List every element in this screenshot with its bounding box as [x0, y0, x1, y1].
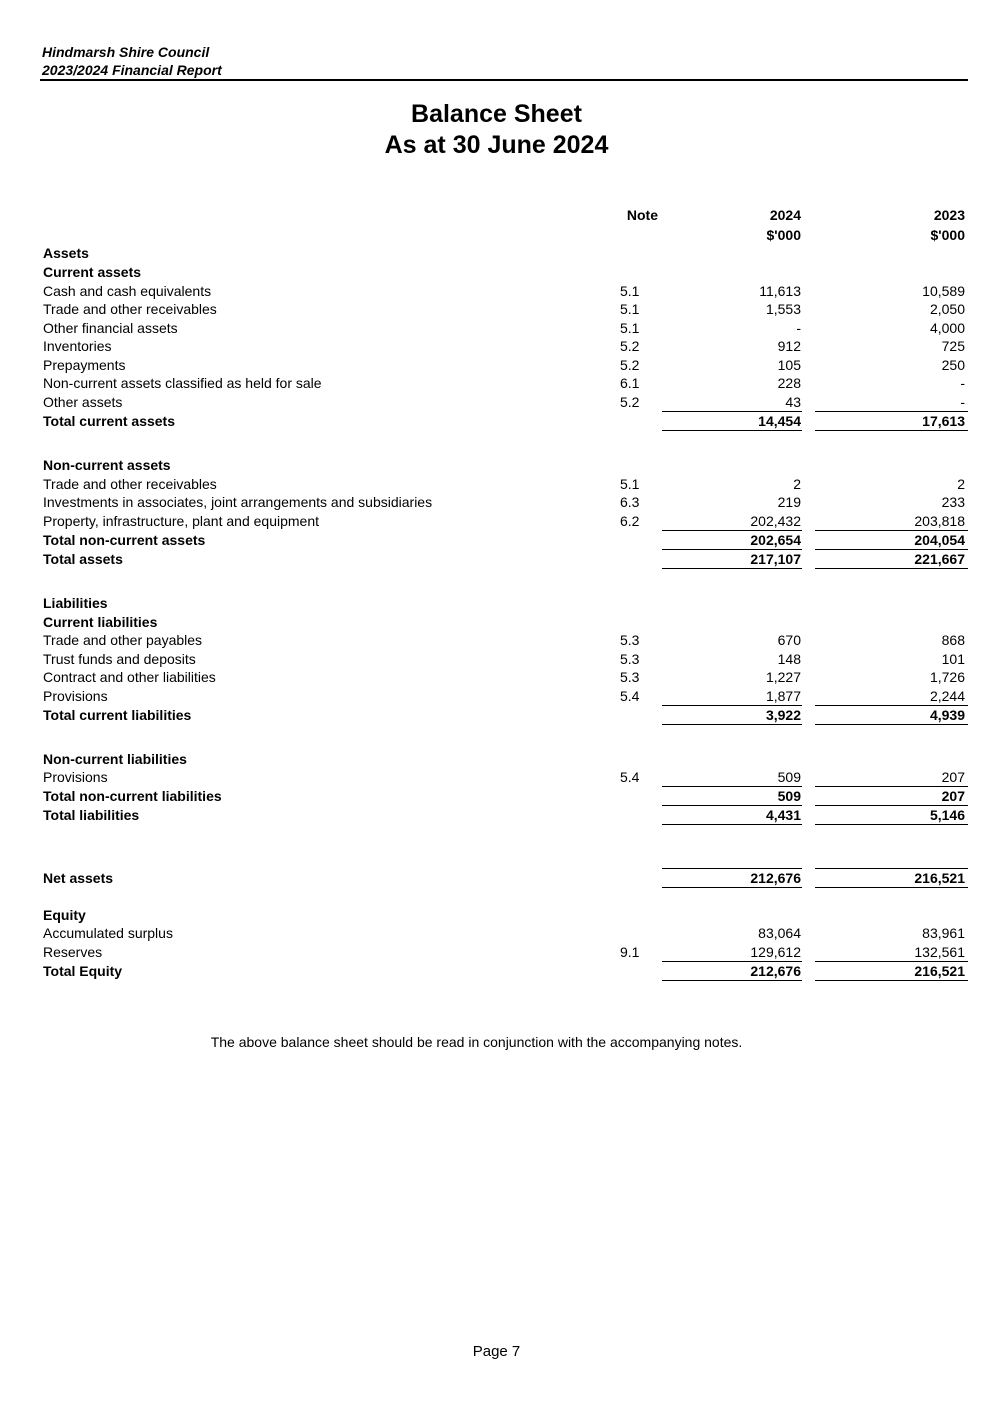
row-value-2023: -: [960, 375, 965, 391]
row-label: Total liabilities: [43, 807, 140, 823]
table-row: [0, 338, 993, 357]
footnote: The above balance sheet should be read in conjunction with the accompanying notes.: [210, 1034, 743, 1050]
table-row: [0, 394, 993, 413]
row-note: 5.2: [620, 394, 640, 410]
row-note: 5.2: [620, 357, 640, 373]
row-value-2023: 216,521: [914, 963, 965, 979]
page-subtitle: As at 30 June 2024: [384, 131, 609, 159]
council-name: Hindmarsh Shire Council: [42, 44, 210, 60]
row-value-2024: 4,431: [765, 807, 801, 823]
total-rule: [662, 980, 802, 981]
row-value-2023: 17,613: [922, 413, 965, 429]
row-label: Property, infrastructure, plant and equipment: [43, 513, 320, 529]
row-value-2023: 10,589: [922, 283, 965, 299]
total-rule: [662, 724, 802, 725]
table-row: [0, 301, 993, 320]
row-label: Equity: [43, 907, 86, 923]
table-row: [0, 245, 993, 264]
row-label: Net assets: [43, 870, 114, 886]
row-label: Total Equity: [43, 963, 123, 979]
row-label: Current assets: [43, 264, 142, 280]
table-row: [0, 688, 993, 707]
total-rule: [815, 530, 968, 531]
total-rule: [662, 568, 802, 569]
row-value-2024: 202,654: [750, 532, 801, 548]
page-number: Page 7: [472, 1343, 521, 1360]
row-value-2024: 670: [777, 632, 801, 648]
table-row: [0, 357, 993, 376]
table-row: [0, 807, 993, 826]
row-value-2024: 148: [777, 651, 801, 667]
unit-2024-header: $'000: [766, 227, 801, 243]
total-rule: [662, 868, 802, 869]
total-rule: [662, 805, 802, 806]
header-rule: [40, 79, 968, 81]
row-label: Liabilities: [43, 595, 108, 611]
row-value-2023: 132,561: [914, 944, 965, 960]
row-value-2024: 129,612: [750, 944, 801, 960]
table-row: [0, 870, 993, 889]
table-row: [0, 632, 993, 651]
table-row: [0, 963, 993, 982]
note-column-header: Note: [626, 207, 658, 223]
row-value-2023: 4,000: [929, 320, 965, 336]
row-note: 5.4: [620, 769, 640, 785]
row-label: Cash and cash equivalents: [43, 283, 212, 299]
row-note: 9.1: [620, 944, 640, 960]
row-note: 6.2: [620, 513, 640, 529]
row-value-2023: 233: [941, 494, 965, 510]
table-row: [0, 532, 993, 551]
row-value-2023: 207: [941, 769, 965, 785]
row-value-2024: 14,454: [758, 413, 801, 429]
row-label: Reserves: [43, 944, 103, 960]
table-row: [0, 651, 993, 670]
row-value-2023: 207: [941, 788, 965, 804]
table-row: [0, 925, 993, 944]
row-label: Provisions: [43, 769, 108, 785]
total-rule: [815, 549, 968, 550]
total-rule: [815, 724, 968, 725]
row-value-2024: 228: [777, 375, 801, 391]
page-title: Balance Sheet: [411, 100, 582, 128]
column-header-row: [0, 207, 993, 226]
unit-header-row: [0, 227, 993, 246]
row-note: 5.1: [620, 476, 640, 492]
row-label: Prepayments: [43, 357, 126, 373]
row-value-2024: 2: [793, 476, 801, 492]
unit-2023-header: $'000: [930, 227, 965, 243]
total-rule: [815, 786, 968, 787]
row-value-2023: 2,050: [929, 301, 965, 317]
total-rule: [815, 887, 968, 888]
table-row: [0, 476, 993, 495]
table-row: [0, 413, 993, 432]
row-value-2024: 3,922: [765, 707, 801, 723]
table-row: [0, 707, 993, 726]
row-value-2023: 216,521: [914, 870, 965, 886]
row-note: 5.4: [620, 688, 640, 704]
table-row: [0, 513, 993, 532]
row-value-2024: 509: [777, 788, 801, 804]
total-rule: [662, 824, 802, 825]
total-rule: [662, 887, 802, 888]
table-row: [0, 614, 993, 633]
row-note: 5.3: [620, 669, 640, 685]
row-note: 5.2: [620, 338, 640, 354]
row-label: Trade and other payables: [43, 632, 203, 648]
row-value-2024: 217,107: [750, 551, 801, 567]
row-note: 6.1: [620, 375, 640, 391]
row-value-2023: 204,054: [914, 532, 965, 548]
row-value-2024: 202,432: [750, 513, 801, 529]
report-header: [42, 43, 968, 79]
row-note: 5.1: [620, 301, 640, 317]
row-label: Total non-current assets: [43, 532, 206, 548]
table-row: [0, 788, 993, 807]
row-value-2024: 105: [777, 357, 801, 373]
row-value-2024: 43: [785, 394, 801, 410]
table-row: [0, 769, 993, 788]
row-value-2023: 725: [941, 338, 965, 354]
total-rule: [815, 961, 968, 962]
row-label: Total non-current liabilities: [43, 788, 222, 804]
total-rule: [662, 430, 802, 431]
row-label: Other financial assets: [43, 320, 178, 336]
row-value-2023: 1,726: [929, 669, 965, 685]
report-name: 2023/2024 Financial Report: [42, 62, 222, 78]
total-rule: [815, 705, 968, 706]
total-rule: [815, 430, 968, 431]
row-label: Assets: [43, 245, 89, 261]
row-value-2024: 212,676: [750, 963, 801, 979]
total-rule: [815, 805, 968, 806]
row-value-2024: 1,877: [765, 688, 801, 704]
row-label: Other assets: [43, 394, 123, 410]
table-row: [0, 264, 993, 283]
total-rule: [662, 961, 802, 962]
row-label: Non-current assets classified as held for sale: [43, 375, 322, 391]
year-2023-column-header: 2023: [933, 207, 965, 223]
table-row: [0, 944, 993, 963]
row-value-2023: 250: [941, 357, 965, 373]
row-value-2023: 101: [941, 651, 965, 667]
row-label: Investments in associates, joint arrangements and subsidiaries: [43, 494, 433, 510]
row-value-2023: 868: [941, 632, 965, 648]
row-value-2023: 2: [957, 476, 965, 492]
table-row: [0, 907, 993, 926]
year-2024-column-header: 2024: [769, 207, 801, 223]
row-label: Provisions: [43, 688, 108, 704]
table-row: [0, 751, 993, 770]
row-note: 5.1: [620, 320, 640, 336]
row-value-2023: 221,667: [914, 551, 965, 567]
row-label: Total current liabilities: [43, 707, 192, 723]
total-rule: [815, 568, 968, 569]
row-value-2024: 1,227: [765, 669, 801, 685]
row-value-2023: 5,146: [929, 807, 965, 823]
row-value-2024: 1,553: [765, 301, 801, 317]
row-label: Trade and other receivables: [43, 301, 217, 317]
row-label: Inventories: [43, 338, 112, 354]
row-note: 5.1: [620, 283, 640, 299]
table-row: [0, 457, 993, 476]
row-value-2023: -: [960, 394, 965, 410]
row-note: 5.3: [620, 651, 640, 667]
row-label: Accumulated surplus: [43, 925, 173, 941]
total-rule: [815, 411, 968, 412]
row-label: Total current assets: [43, 413, 176, 429]
total-rule: [815, 980, 968, 981]
total-rule: [662, 786, 802, 787]
table-row: [0, 595, 993, 614]
row-value-2023: 83,961: [922, 925, 965, 941]
table-row: [0, 320, 993, 339]
row-label: Trade and other receivables: [43, 476, 217, 492]
row-value-2024: -: [796, 320, 801, 336]
row-label: Non-current liabilities: [43, 751, 187, 767]
total-rule: [662, 705, 802, 706]
row-label: Current liabilities: [43, 614, 158, 630]
table-row: [0, 375, 993, 394]
row-label: Contract and other liabilities: [43, 669, 216, 685]
row-note: 5.3: [620, 632, 640, 648]
row-value-2024: 212,676: [750, 870, 801, 886]
table-row: [0, 494, 993, 513]
total-rule: [662, 411, 802, 412]
total-rule: [815, 868, 968, 869]
table-row: [0, 669, 993, 688]
total-rule: [815, 824, 968, 825]
row-value-2024: 219: [777, 494, 801, 510]
row-value-2023: 2,244: [929, 688, 965, 704]
row-label: Trust funds and deposits: [43, 651, 196, 667]
row-value-2023: 4,939: [929, 707, 965, 723]
row-value-2024: 11,613: [759, 283, 801, 299]
total-rule: [662, 530, 802, 531]
row-note: 6.3: [620, 494, 640, 510]
row-label: Total assets: [43, 551, 123, 567]
row-value-2024: 83,064: [758, 925, 801, 941]
table-row: [0, 551, 993, 570]
total-rule: [662, 549, 802, 550]
table-row: [0, 283, 993, 302]
row-label: Non-current assets: [43, 457, 171, 473]
row-value-2023: 203,818: [914, 513, 965, 529]
row-value-2024: 509: [777, 769, 801, 785]
row-value-2024: 912: [777, 338, 801, 354]
